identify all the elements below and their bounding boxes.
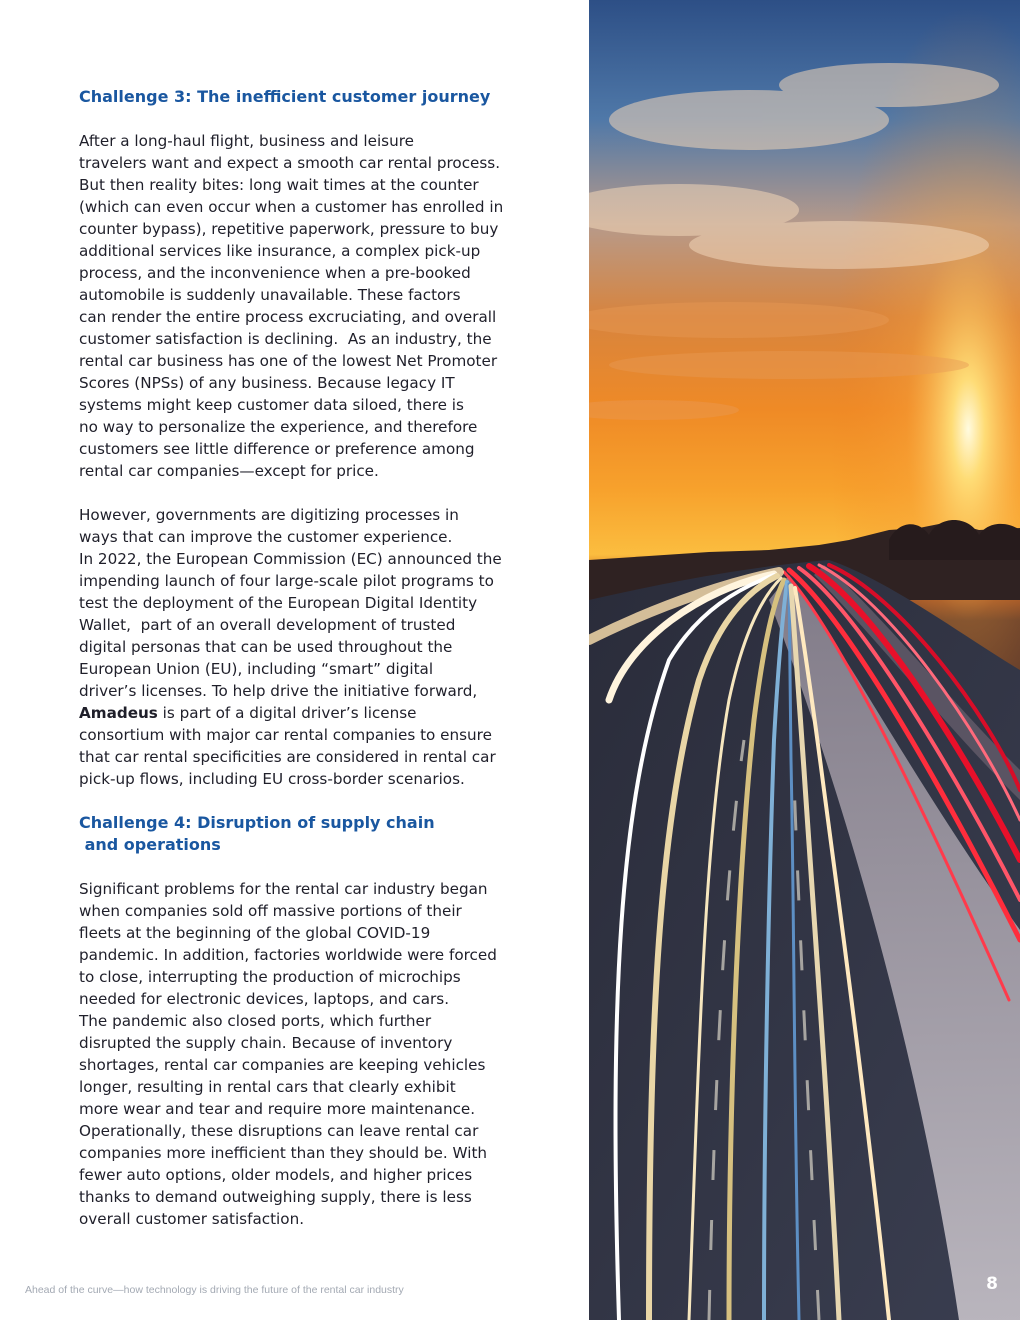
text-line: when companies sold off massive portions of their bbox=[79, 902, 462, 920]
text-fragment: is part of a digital driver’s license bbox=[157, 704, 417, 722]
text-line: Significant problems for the rental car industry began bbox=[79, 880, 488, 898]
text-line: fleets at the beginning of the global COVID-19 bbox=[79, 924, 431, 942]
section-heading-challenge-4 bbox=[79, 812, 519, 856]
text-line: needed for electronic devices, laptops, and cars. bbox=[79, 990, 450, 1008]
highway-sunset-photo bbox=[589, 0, 1020, 1320]
text-line-amadeus bbox=[79, 702, 519, 724]
text-line: Wallet, part of an overall development of trusted bbox=[79, 616, 456, 634]
text-line: overall customer satisfaction. bbox=[79, 1210, 305, 1228]
amadeus-bold: Amadeus bbox=[79, 704, 158, 722]
text-line: process, and the inconvenience when a pre-booked bbox=[79, 264, 471, 282]
section-heading-challenge-3: Challenge 3: The inefficient customer journey bbox=[79, 87, 491, 106]
article-column bbox=[79, 86, 519, 1230]
text-line: consortium with major car rental companies to ensure bbox=[79, 726, 492, 744]
heading-line: and operations bbox=[79, 835, 221, 854]
text-line: companies more inefficient than they should be. With bbox=[79, 1144, 488, 1162]
text-line: However, governments are digitizing processes in bbox=[79, 506, 459, 524]
text-line: fewer auto options, older models, and higher prices bbox=[79, 1166, 473, 1184]
text-line: rental car companies—except for price. bbox=[79, 462, 379, 480]
text-line: European Union (EU), including “smart” digital bbox=[79, 660, 434, 678]
text-line: travelers want and expect a smooth car rental process. bbox=[79, 154, 501, 172]
text-line: (which can even occur when a customer has enrolled in bbox=[79, 198, 504, 216]
text-line: impending launch of four large-scale pilot programs to bbox=[79, 572, 494, 590]
text-line: Operationally, these disruptions can leave rental car bbox=[79, 1122, 479, 1140]
text-line: no way to personalize the experience, and therefore bbox=[79, 418, 478, 436]
text-line: test the deployment of the European Digital Identity bbox=[79, 594, 478, 612]
text-line: In 2022, the European Commission (EC) announced the bbox=[79, 550, 502, 568]
text-line: shortages, rental car companies are keeping vehicles bbox=[79, 1056, 486, 1074]
text-line: After a long-haul flight, business and leisure bbox=[79, 132, 414, 150]
text-line: disrupted the supply chain. Because of inventory bbox=[79, 1034, 453, 1052]
text-line: can render the entire process excruciating, and overall bbox=[79, 308, 497, 326]
text-line: rental car business has one of the lowest Net Promoter bbox=[79, 352, 498, 370]
text-line: Scores (NPSs) of any business. Because legacy IT bbox=[79, 374, 455, 392]
text-line: The pandemic also closed ports, which further bbox=[79, 1012, 432, 1030]
text-line: digital personas that can be used throughout the bbox=[79, 638, 453, 656]
text-line: systems might keep customer data siloed, there is bbox=[79, 396, 464, 414]
text-line: But then reality bites: long wait times at the counter bbox=[79, 176, 479, 194]
text-line: ways that can improve the customer experience. bbox=[79, 528, 453, 546]
paragraph-digital-identity bbox=[79, 504, 519, 790]
text-line: customer satisfaction is declining. As an industry, the bbox=[79, 330, 492, 348]
text-line: longer, resulting in rental cars that clearly exhibit bbox=[79, 1078, 456, 1096]
text-line: additional services like insurance, a complex pick-up bbox=[79, 242, 481, 260]
text-line: more wear and tear and require more maintenance. bbox=[79, 1100, 476, 1118]
paragraph-customer-journey bbox=[79, 130, 519, 482]
text-line: pandemic. In addition, factories worldwide were forced bbox=[79, 946, 497, 964]
text-line: that car rental specificities are considered in rental car bbox=[79, 748, 496, 766]
page-number: 8 bbox=[986, 1274, 998, 1294]
text-line: pick-up flows, including EU cross-border scenarios. bbox=[79, 770, 465, 788]
paragraph-supply-chain bbox=[79, 878, 519, 1230]
text-line: counter bypass), repetitive paperwork, pressure to buy bbox=[79, 220, 499, 238]
text-line: thanks to demand outweighing supply, there is less bbox=[79, 1188, 472, 1206]
heading-line: Challenge 4: Disruption of supply chain bbox=[79, 813, 435, 832]
text-line: automobile is suddenly unavailable. These factors bbox=[79, 286, 461, 304]
text-line: customers see little difference or preference among bbox=[79, 440, 475, 458]
text-line: to close, interrupting the production of microchips bbox=[79, 968, 461, 986]
text-line: driver’s licenses. To help drive the initiative forward, bbox=[79, 682, 478, 700]
footer-running-title: Ahead of the curve—how technology is driving the future of the rental car industry bbox=[25, 1284, 404, 1296]
